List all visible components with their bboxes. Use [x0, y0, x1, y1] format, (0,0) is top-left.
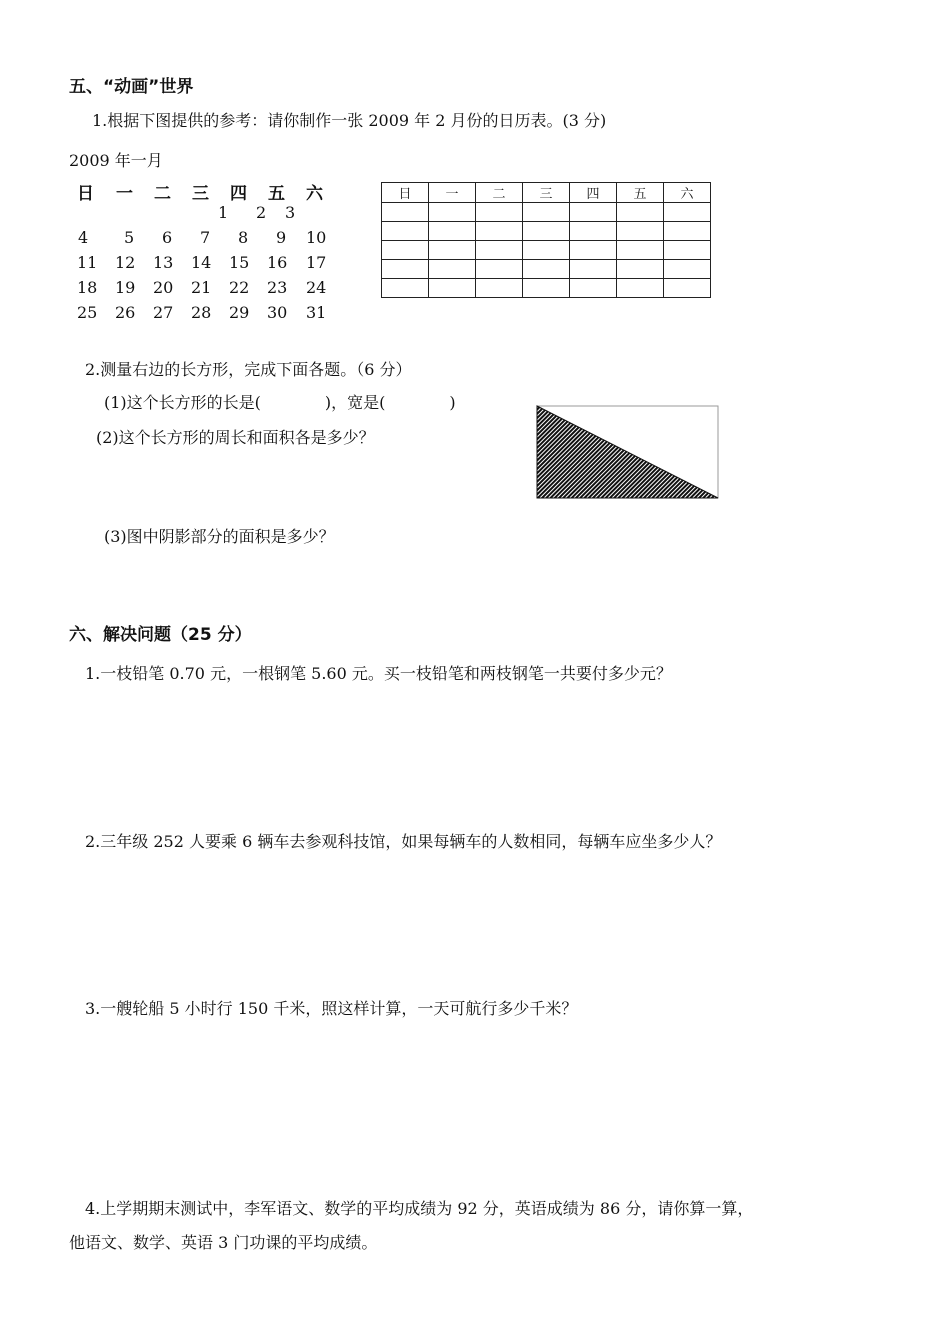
blank-cell[interactable] — [617, 241, 664, 260]
shaded-triangle — [537, 406, 718, 498]
blank-cell[interactable] — [382, 203, 429, 222]
calendar-day: 27 — [153, 303, 174, 322]
blank-cell[interactable] — [429, 241, 476, 260]
question-2-part-1: (1)这个长方形的长是( )，宽是( ) — [104, 393, 456, 412]
blank-cell[interactable] — [617, 203, 664, 222]
weekday-label: 日 — [77, 184, 94, 204]
calendar-day: 9 — [276, 228, 287, 247]
weekday-label: 六 — [306, 184, 323, 204]
blank-cell[interactable] — [476, 260, 523, 279]
blank-cell[interactable] — [523, 203, 570, 222]
calendar-day: 1 — [218, 203, 229, 222]
calendar-day: 22 — [229, 278, 250, 297]
blank-cell[interactable] — [382, 241, 429, 260]
blank-calendar-header: 二 — [476, 183, 523, 203]
calendar-day: 26 — [115, 303, 136, 322]
blank-cell[interactable] — [429, 222, 476, 241]
question-2-text: 2.测量右边的长方形，完成下面各题。（6 分） — [85, 360, 412, 379]
section-5-title: 五、“动画”世界 — [69, 77, 194, 97]
blank-calendar-header: 三 — [523, 183, 570, 203]
blank-cell[interactable] — [570, 260, 617, 279]
blank-cell[interactable] — [382, 260, 429, 279]
blank-calendar-table — [381, 182, 711, 298]
blank-cell[interactable] — [570, 222, 617, 241]
calendar-day: 2 — [256, 203, 267, 222]
question-2-part-2: (2)这个长方形的周长和面积各是多少？ — [96, 428, 375, 447]
blank-calendar-header-row — [382, 183, 711, 203]
problem-1-text: 1.一枝铅笔 0.70 元，一根钢笔 5.60 元。买一枝铅笔和两枝钢笔一共要付多少元？ — [85, 664, 672, 683]
calendar-day: 25 — [77, 303, 98, 322]
blank-cell[interactable] — [382, 279, 429, 298]
blank-calendar-row — [382, 222, 711, 241]
blank-cell[interactable] — [523, 222, 570, 241]
blank-calendar-row — [382, 260, 711, 279]
blank-cell[interactable] — [664, 203, 711, 222]
shaded-rectangle-figure — [536, 405, 720, 501]
calendar-title: 2009 年一月 — [69, 151, 163, 170]
calendar-day: 13 — [153, 253, 174, 272]
calendar-day: 18 — [77, 278, 98, 297]
calendar-day: 11 — [77, 253, 98, 272]
blank-calendar-header: 五 — [617, 183, 664, 203]
question-1-text: 1.根据下图提供的参考：请你制作一张 2009 年 2 月份的日历表。(3 分) — [92, 111, 607, 130]
calendar-day: 28 — [191, 303, 212, 322]
calendar-day: 23 — [267, 278, 288, 297]
blank-cell[interactable] — [523, 260, 570, 279]
blank-cell[interactable] — [382, 222, 429, 241]
blank-calendar-header: 日 — [382, 183, 429, 203]
problem-4-text-line-1: 4.上学期期末测试中，李军语文、数学的平均成绩为 92 分，英语成绩为 86 分，请你算一算， — [85, 1199, 754, 1218]
section-6-title: 六、解决问题（25 分） — [69, 625, 252, 645]
problem-2-text: 2.三年级 252 人要乘 6 辆车去参观科技馆，如果每辆车的人数相同，每辆车应坐多少人？ — [85, 832, 722, 851]
blank-cell[interactable] — [617, 222, 664, 241]
calendar-day: 19 — [115, 278, 136, 297]
calendar-day: 16 — [267, 253, 288, 272]
weekday-label: 二 — [154, 184, 171, 204]
calendar-day: 3 — [285, 203, 296, 222]
calendar-day: 8 — [238, 228, 249, 247]
blank-calendar-row — [382, 241, 711, 260]
blank-cell[interactable] — [664, 279, 711, 298]
calendar-day: 24 — [306, 278, 327, 297]
calendar-day: 12 — [115, 253, 136, 272]
blank-cell[interactable] — [476, 203, 523, 222]
weekday-label: 四 — [230, 184, 247, 204]
blank-calendar-header: 四 — [570, 183, 617, 203]
blank-cell[interactable] — [570, 279, 617, 298]
calendar-day: 17 — [306, 253, 327, 272]
weekday-label: 五 — [268, 184, 285, 204]
calendar-day: 7 — [200, 228, 211, 247]
calendar-day: 14 — [191, 253, 212, 272]
calendar-day: 31 — [306, 303, 327, 322]
blank-cell[interactable] — [664, 260, 711, 279]
calendar-day: 15 — [229, 253, 250, 272]
problem-4-text-line-2: 他语文、数学、英语 3 门功课的平均成绩。 — [69, 1233, 378, 1252]
blank-cell[interactable] — [523, 279, 570, 298]
question-2-part-3: (3)图中阴影部分的面积是多少？ — [104, 527, 335, 546]
blank-cell[interactable] — [664, 222, 711, 241]
calendar-day: 20 — [153, 278, 174, 297]
weekday-label: 一 — [116, 184, 133, 204]
blank-cell[interactable] — [429, 279, 476, 298]
blank-calendar-row — [382, 203, 711, 222]
calendar-day: 10 — [306, 228, 327, 247]
blank-cell[interactable] — [523, 241, 570, 260]
calendar-day: 29 — [229, 303, 250, 322]
blank-cell[interactable] — [476, 222, 523, 241]
calendar-day: 4 — [78, 228, 89, 247]
calendar-day: 6 — [162, 228, 173, 247]
blank-calendar-header: 一 — [429, 183, 476, 203]
blank-cell[interactable] — [617, 260, 664, 279]
blank-cell[interactable] — [570, 241, 617, 260]
problem-3-text: 3.一艘轮船 5 小时行 150 千米，照这样计算，一天可航行多少千米？ — [85, 999, 578, 1018]
calendar-day: 5 — [124, 228, 135, 247]
blank-cell[interactable] — [476, 241, 523, 260]
calendar-day: 30 — [267, 303, 288, 322]
blank-cell[interactable] — [429, 203, 476, 222]
blank-cell[interactable] — [664, 241, 711, 260]
blank-cell[interactable] — [617, 279, 664, 298]
blank-cell[interactable] — [570, 203, 617, 222]
blank-cell[interactable] — [476, 279, 523, 298]
calendar-day: 21 — [191, 278, 212, 297]
blank-calendar-row — [382, 279, 711, 298]
blank-cell[interactable] — [429, 260, 476, 279]
blank-calendar-header: 六 — [664, 183, 711, 203]
weekday-label: 三 — [192, 184, 209, 204]
